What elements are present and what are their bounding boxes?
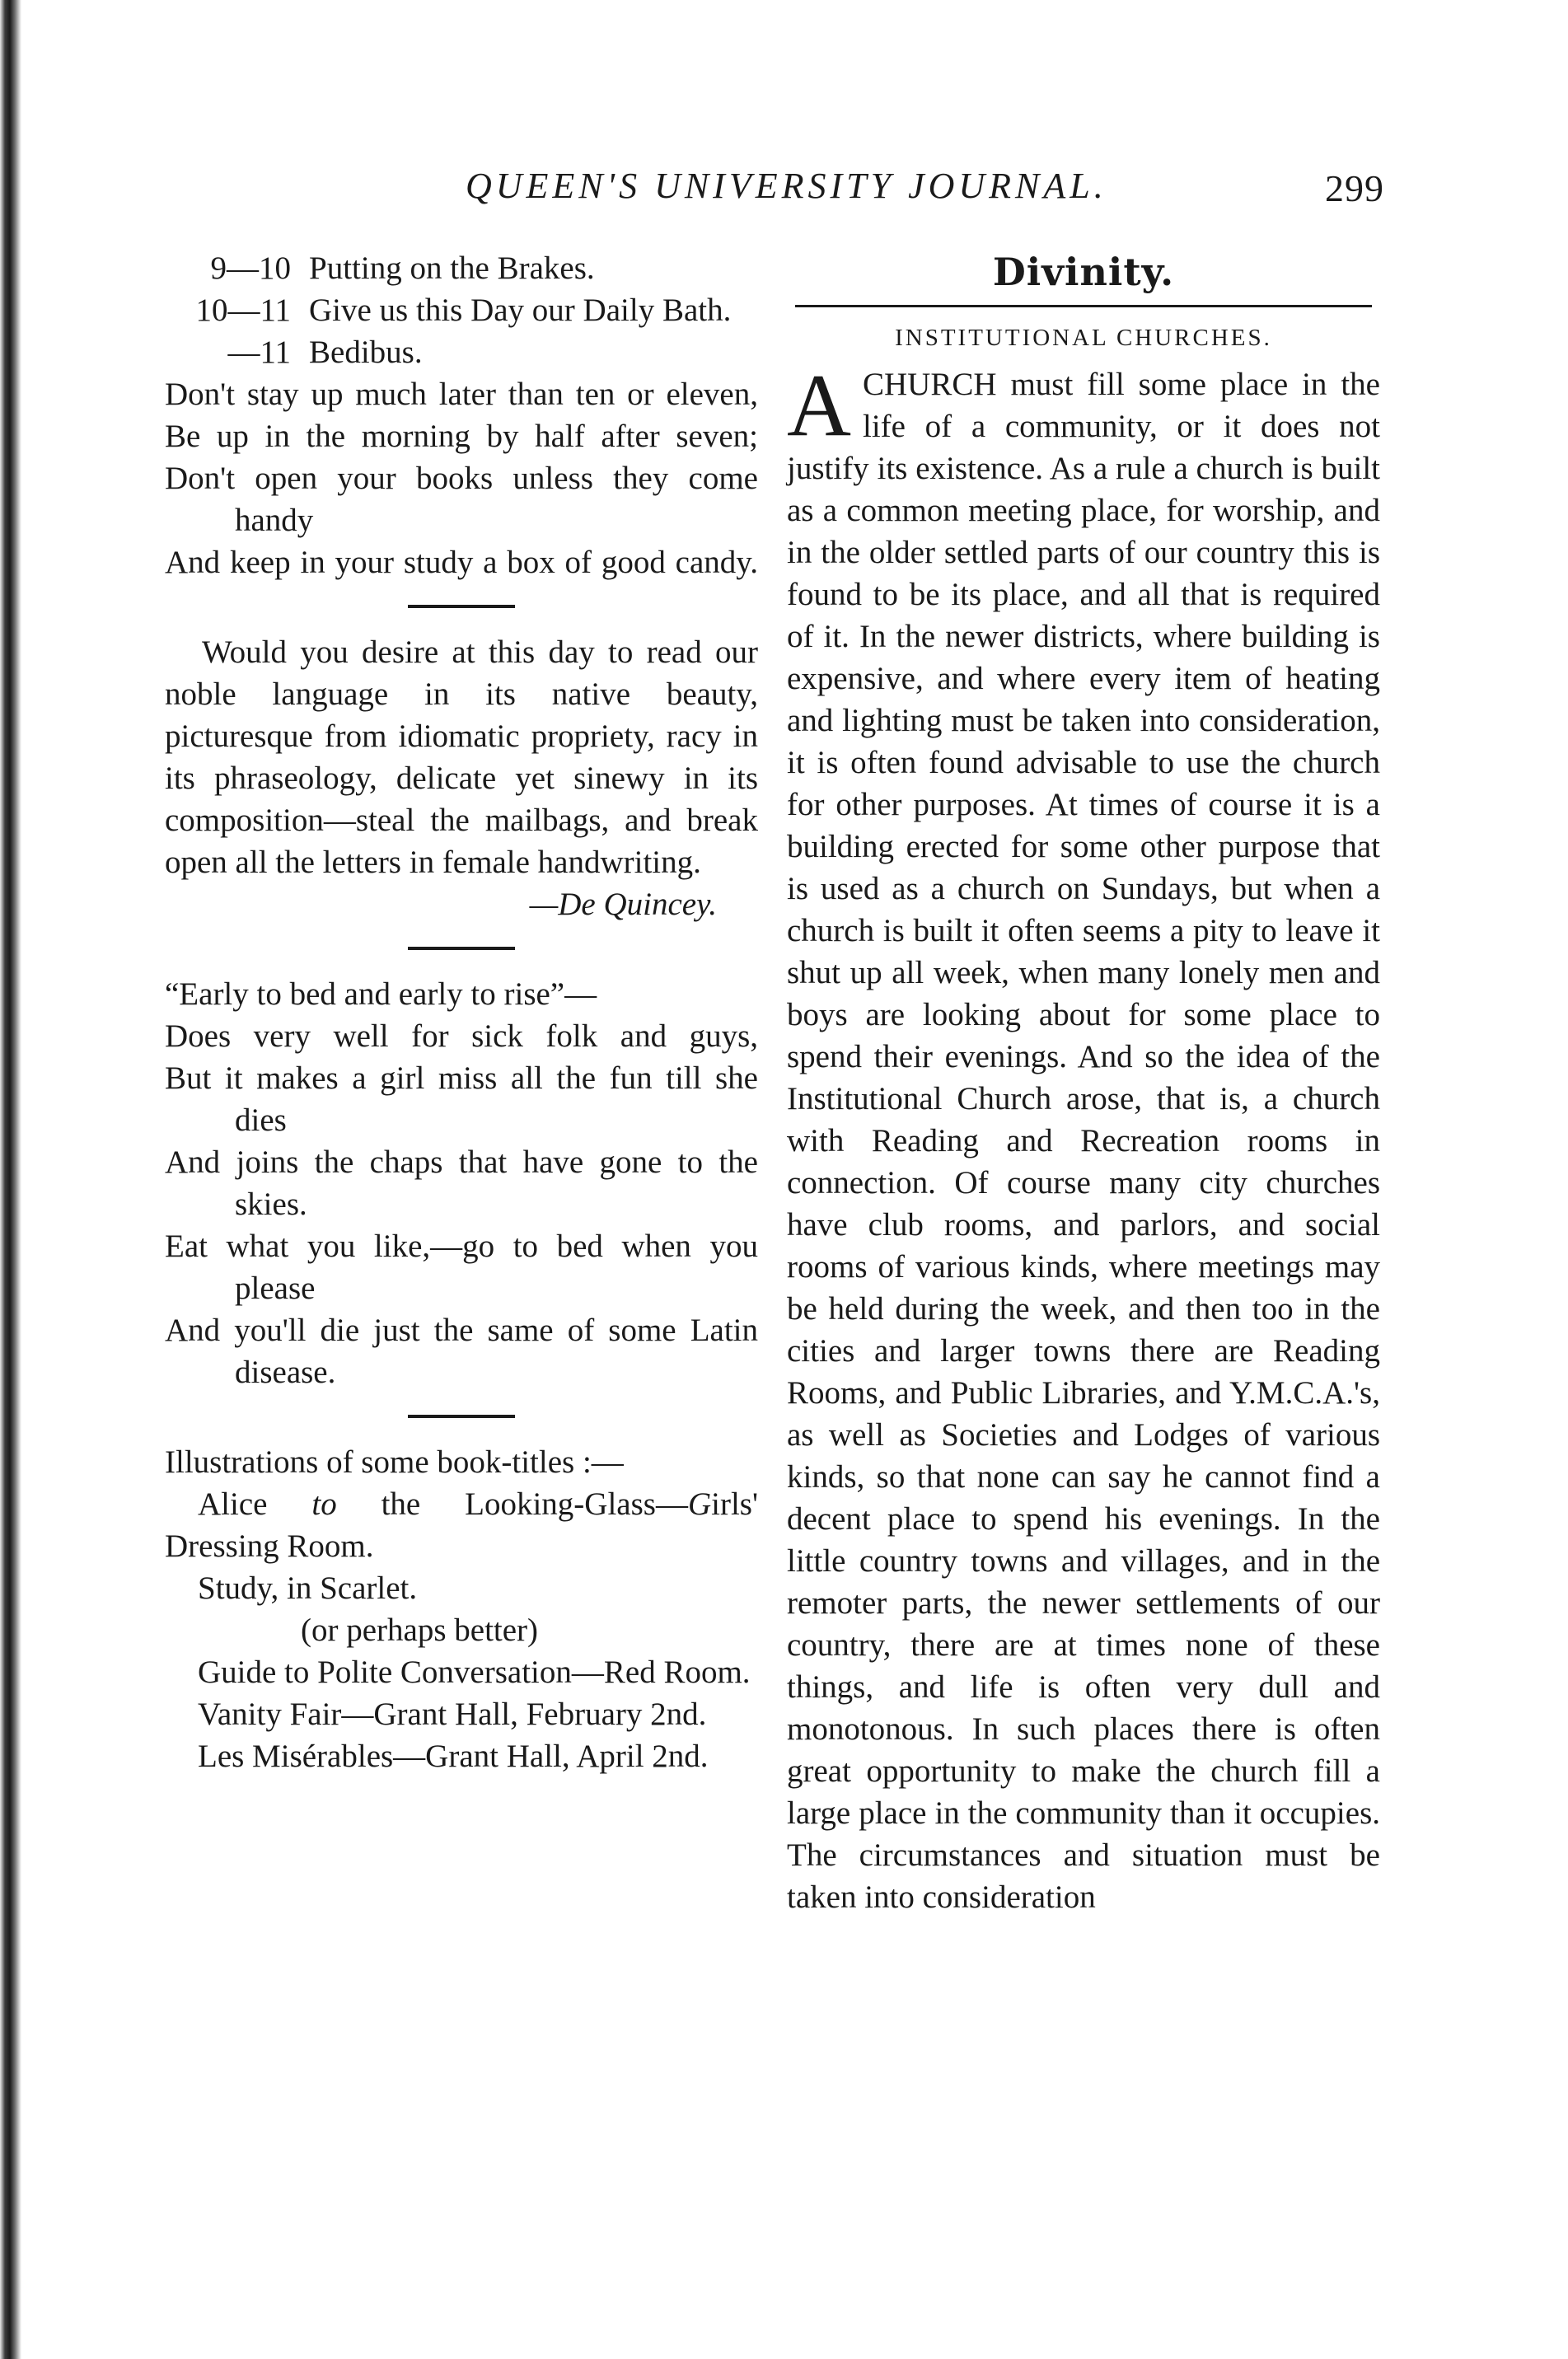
book-title-vanity: Vanity Fair—Grant Hall, February 2nd. — [198, 1697, 707, 1732]
quote-attribution: —De Quincey. — [529, 887, 717, 922]
schedule-desc: Bedibus. — [309, 335, 423, 370]
book-titles — [165, 1441, 758, 1777]
schedule-time: 9—10 — [210, 250, 291, 286]
schedule-row — [165, 331, 758, 373]
journal-title: QUEEN'S UNIVERSITY JOURNAL. — [466, 166, 1107, 206]
schedule-desc: Putting on the Brakes. — [309, 250, 595, 286]
schedule-time: 10—11 — [195, 293, 291, 328]
article-title: INSTITUTIONAL CHURCHES. — [895, 325, 1272, 351]
book-title-guide: Guide to Polite Conversation—Red Room. — [198, 1655, 751, 1690]
verse-line: Be up in the morning by half after seven; — [165, 419, 758, 454]
schedule-row — [165, 289, 758, 331]
verse-line: Don't open your books unless they come handy — [165, 461, 758, 538]
verse-line: But it makes a girl miss all the fun till she dies — [165, 1060, 758, 1138]
book-title-miserables: Les Misérables—Grant Hall, April 2nd. — [198, 1739, 709, 1774]
verse-early-to-bed — [165, 973, 758, 1393]
verse-line: And joins the chaps that have gone to the skies. — [165, 1144, 758, 1222]
book-title-study: Study, in Scarlet. — [198, 1570, 418, 1606]
heading-rule — [795, 305, 1372, 307]
verse-line: Eat what you like,—go to bed when you please — [165, 1229, 758, 1306]
book-title-study-note: (or perhaps better) — [301, 1612, 539, 1648]
page-header — [165, 165, 1384, 222]
article-body — [787, 357, 1380, 1918]
verse-line: And keep in your study a box of good candy. — [165, 545, 758, 580]
page-binding-edge — [0, 0, 21, 2359]
verse-rules — [165, 373, 758, 583]
left-column — [165, 247, 758, 1777]
verse-line: “Early to bed and early to rise”— — [165, 976, 597, 1012]
verse-line: Don't stay up much later than ten or eleven, — [165, 377, 758, 412]
book-titles-intro: Illustrations of some book-titles :— — [165, 1444, 624, 1480]
quote-paragraph: Would you desire at this day to read our noble language in its native beauty, picturesque from idiomatic propriety, racy in its phraseology, delicate yet sinewy in its composition—steal the mailbags, and break open all the letters in female handwriting. — [165, 634, 758, 880]
schedule-row — [165, 247, 758, 289]
book-title-italic: to — [311, 1486, 337, 1522]
book-title-alice — [165, 1483, 758, 1567]
book-title-text: Alice — [198, 1486, 312, 1522]
lead-word: CHURCH — [863, 367, 997, 402]
section-divider — [408, 947, 515, 950]
schedule — [165, 247, 758, 373]
verse-line: Does very well for sick folk and guys, — [165, 1018, 758, 1054]
drop-cap: A — [787, 357, 851, 455]
page-number: 299 — [1325, 167, 1384, 209]
verse-line: And you'll die just the same of some Latin disease. — [165, 1313, 758, 1390]
schedule-desc: Give us this Day our Daily Bath. — [309, 293, 732, 328]
section-divider — [408, 605, 515, 608]
book-title-italic: G — [687, 1486, 712, 1522]
schedule-time: —11 — [227, 335, 291, 370]
section-heading: Divinity. — [992, 250, 1175, 294]
book-title-text: irls' Dressing Room. — [165, 1486, 758, 1564]
right-column — [787, 247, 1380, 1918]
book-title-text: the Looking-Glass— — [336, 1486, 688, 1522]
section-divider — [408, 1415, 515, 1418]
article-text: must fill some place in the life of a community, or it does not justify its existence. As a rule a church is built as a common meeting place, for worship, and in the older settled parts of our country this is found to be its place, and all that is required of it. In the newer districts, where building is expensive, and where every item of heating and lighting must be taken into consideration, it is often found advisable to use the church for other purposes. At times of course it is a building erected for some other purpose that is used as a church on Sundays, but when a church is built it often seems a pity to leave it shut up all week, when many lonely men and boys are looking about for some place to spend their evenings. And so the idea of the Institutional Church arose, that is, a church with Reading and Recreation rooms in connection. Of course many city churches have club rooms, and parlors, and social rooms of various kinds, where meetings may be held during the week, and then too in the cities and larger towns there are Reading Rooms, and Public Libraries, and Y.M.C.A.'s, as well as Societies and Lodges of various kinds, so that none can say he cannot find a decent place to spend his evenings. In the little country towns and villages, and in the remoter parts, the newer settlements of our country, there are at times none of these things, and life is often very dull and monotonous. In such places there is often great opportunity to make the church fill a large place in the community than it occupies. The circumstances and situation must be taken into consideration — [787, 367, 1380, 1915]
